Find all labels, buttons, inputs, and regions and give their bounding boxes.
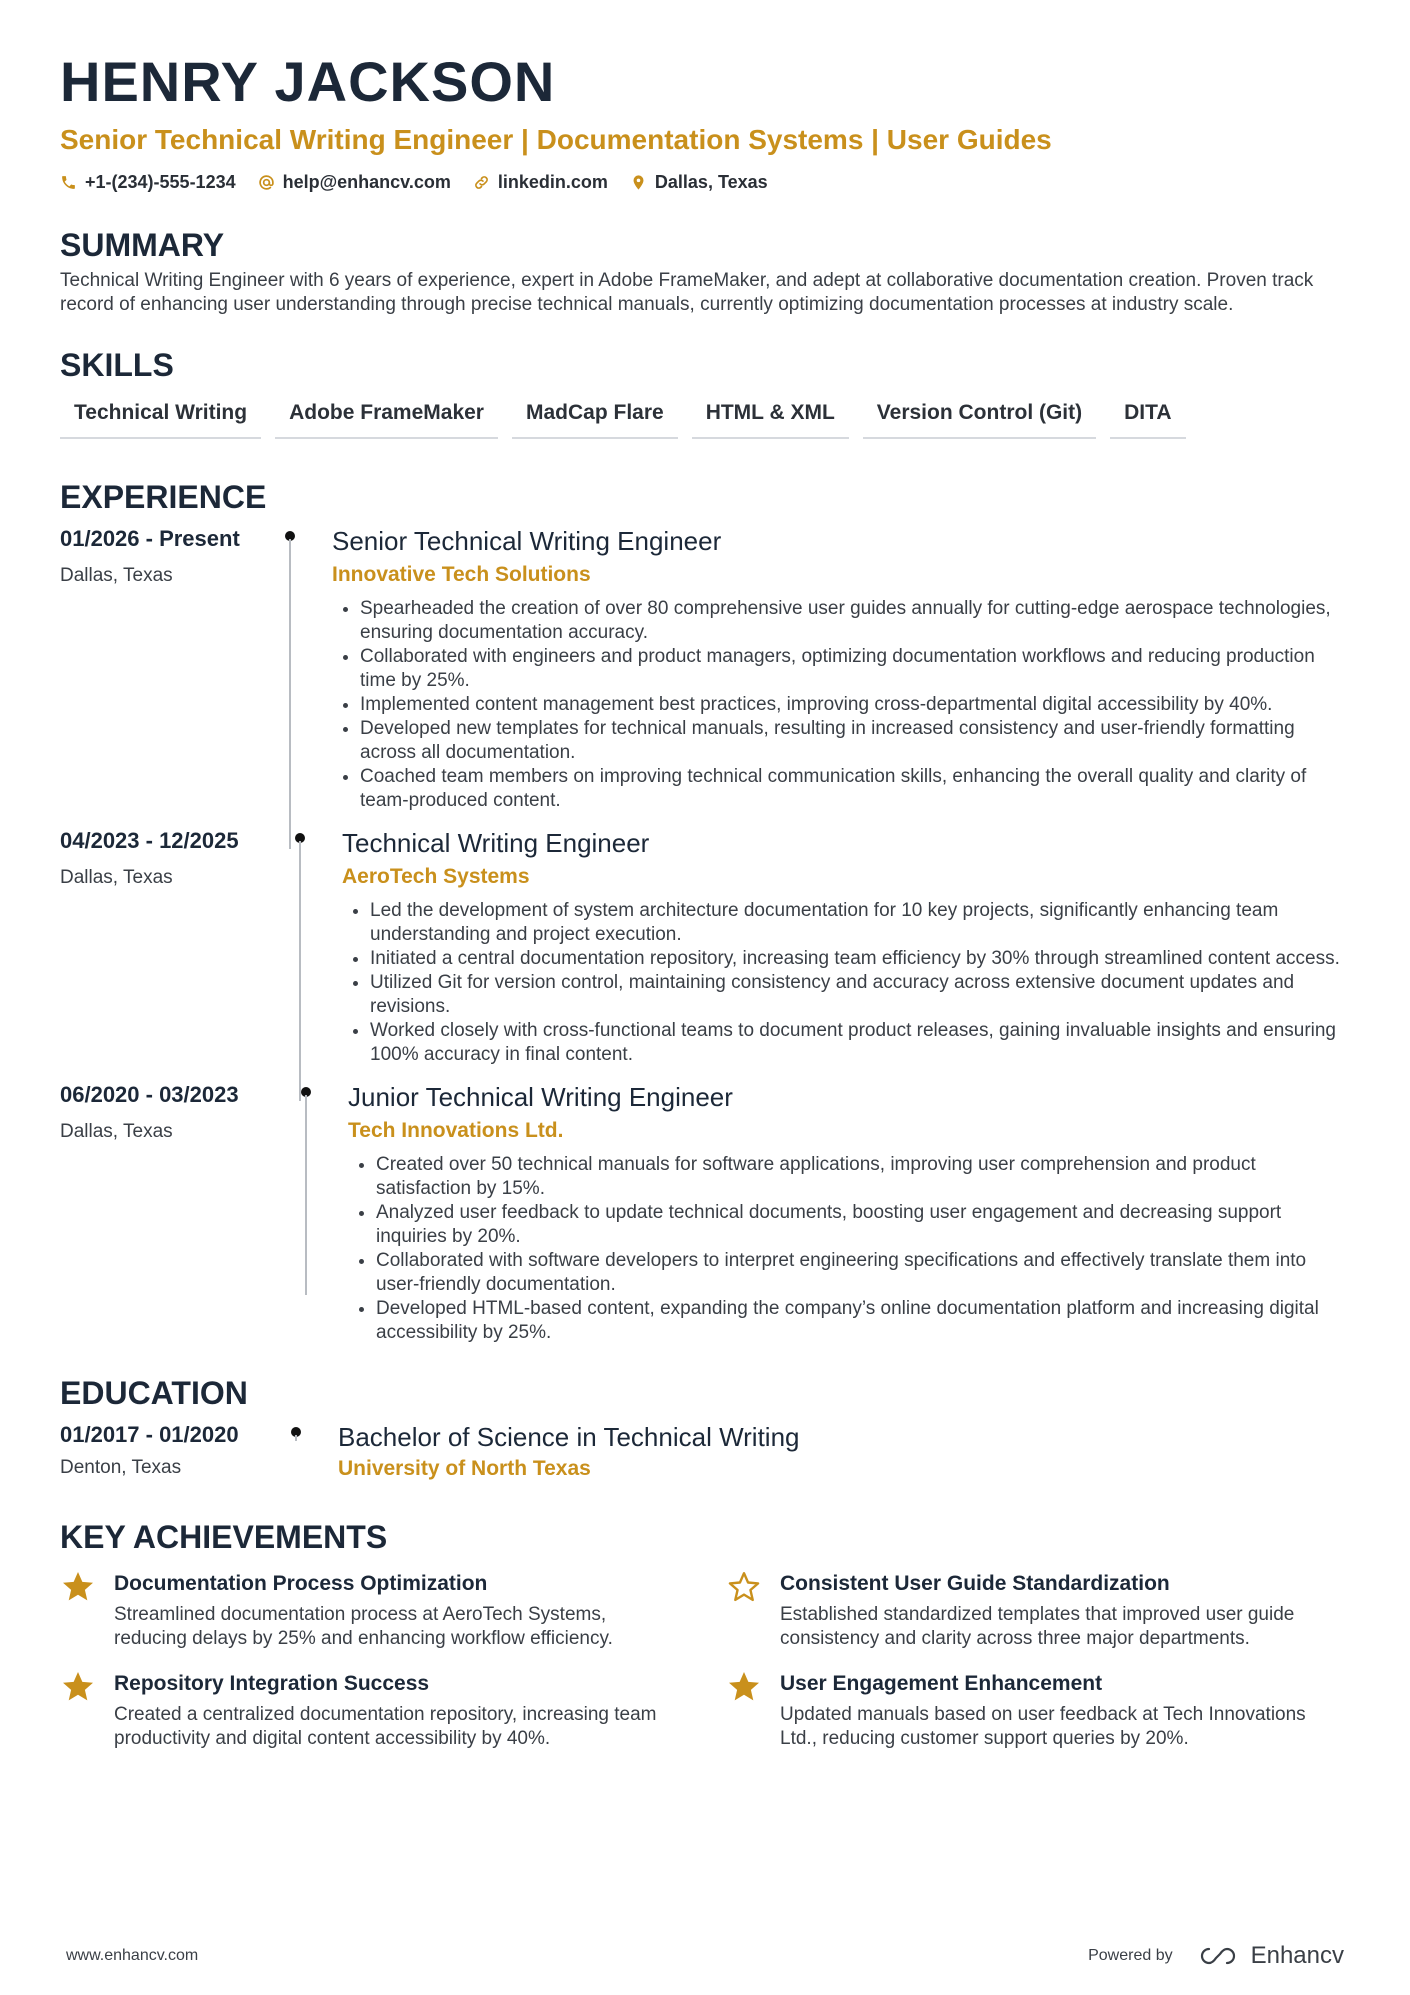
entry-company: Innovative Tech Solutions <box>332 563 591 586</box>
footer <box>66 1942 1344 1970</box>
entry-role: Technical Writing Engineer <box>342 828 650 858</box>
achievement-item <box>60 1669 726 1751</box>
contact-linkedin[interactable] <box>473 172 608 193</box>
entry-role: Senior Technical Writing Engineer <box>332 526 722 556</box>
bullet-item: • Implemented content management best practices, improving cross-departmental digital accessibility by 40%. <box>360 693 1350 717</box>
star-filled-icon <box>60 1669 96 1705</box>
entry-location: Denton, Texas <box>60 1457 182 1478</box>
summary-section <box>60 225 1350 317</box>
timeline-rail <box>306 1081 348 1345</box>
bullet-item: • Developed new templates for technical manuals, resulting in increased consistency and user-friendly formatting across all documentation. <box>360 717 1350 765</box>
achievement-title: Consistent User Guide Standardization <box>780 1572 1170 1595</box>
link-icon <box>473 174 490 191</box>
skill-tag: DITA <box>1110 393 1185 439</box>
linkedin-text: linkedin.com <box>497 172 608 192</box>
at-icon <box>258 174 275 191</box>
experience-entry <box>60 525 1350 813</box>
phone-text: +1-(234)-555-1234 <box>85 172 236 192</box>
achievement-item <box>726 1569 1350 1651</box>
achievement-title: Repository Integration Success <box>114 1672 430 1695</box>
entry-dates: 01/2026 - Present <box>60 526 240 551</box>
summary-heading: SUMMARY <box>60 227 225 263</box>
bullet-item: • Initiated a central documentation repository, increasing team efficiency by 30% through streamlined content access. <box>370 947 1350 971</box>
brand-name: Enhancv <box>1250 1942 1344 1969</box>
star-filled-icon <box>726 1669 762 1705</box>
experience-heading: EXPERIENCE <box>60 479 267 515</box>
entry-dates: 04/2023 - 12/2025 <box>60 828 239 853</box>
entry-company: AeroTech Systems <box>342 865 530 888</box>
entry-dates: 01/2017 - 01/2020 <box>60 1422 239 1447</box>
location-pin-icon <box>630 174 647 191</box>
brand-block <box>1088 1942 1344 1970</box>
bullet-item: • Coached team members on improving technical communication skills, enhancing the overall quality and clarity of team-produced content. <box>360 765 1350 813</box>
achievements-section <box>60 1517 1350 1751</box>
timeline-rail <box>300 827 342 1067</box>
skills-list <box>60 393 1350 439</box>
footer-website-link[interactable]: www.enhancv.com <box>66 1947 199 1964</box>
entry-bullets <box>348 1153 1350 1345</box>
education-section <box>60 1373 1350 1483</box>
achievement-desc: Established standardized templates that improved user guide consistency and clarity across three major departments. <box>780 1604 1295 1649</box>
school-name: University of North Texas <box>338 1457 591 1480</box>
bullet-item: • Created over 50 technical manuals for software applications, improving user comprehension and product satisfaction by 15%. <box>376 1153 1350 1201</box>
bullet-item: • Led the development of system architecture documentation for 10 key projects, significantly enhancing team understanding and project execution. <box>370 899 1350 947</box>
achievement-desc: Updated manuals based on user feedback at Tech Innovations Ltd., reducing customer support queries by 20%. <box>780 1704 1306 1749</box>
achievement-desc: Streamlined documentation process at AeroTech Systems, reducing delays by 25% and enhancing workflow efficiency. <box>114 1604 613 1649</box>
achievement-title: User Engagement Enhancement <box>780 1672 1103 1695</box>
summary-text: Technical Writing Engineer with 6 years of experience, expert in Adobe FrameMaker, and adept at collaborative documentation creation. Proven track record of enhancing user understanding through precise technical manuals, currently optimizing documentation processes at industry scale. <box>60 270 1314 315</box>
achievement-desc: Created a centralized documentation repository, increasing team productivity and digital content accessibility by 40%. <box>114 1704 657 1749</box>
contact-phone[interactable] <box>60 172 236 193</box>
experience-entry <box>60 1081 1350 1345</box>
email-text: help@enhancv.com <box>282 172 451 192</box>
entry-dates: 06/2020 - 03/2023 <box>60 1082 239 1107</box>
achievement-title: Documentation Process Optimization <box>114 1572 488 1595</box>
star-filled-icon <box>60 1569 96 1605</box>
education-entry <box>60 1421 1350 1483</box>
contact-bar <box>60 172 1350 193</box>
skill-tag: MadCap Flare <box>512 393 678 439</box>
timeline-line <box>289 539 291 849</box>
bullet-item: • Worked closely with cross-functional teams to document product releases, gaining invaluable insights and ensuring 100% accuracy in final content. <box>370 1019 1350 1067</box>
candidate-title: Senior Technical Writing Engineer | Documentation Systems | User Guides <box>60 124 1052 155</box>
enhancv-logo[interactable] <box>1195 1942 1344 1970</box>
contact-email[interactable] <box>258 172 451 193</box>
bullet-item: • Analyzed user feedback to update technical documents, boosting user engagement and decreasing support inquiries by 20%. <box>376 1201 1350 1249</box>
timeline-rail <box>290 525 332 813</box>
entry-company: Tech Innovations Ltd. <box>348 1119 564 1142</box>
experience-entry <box>60 827 1350 1067</box>
education-heading: EDUCATION <box>60 1375 248 1411</box>
bullet-item: • Utilized Git for version control, maintaining consistency and accuracy across extensive document updates and revisions. <box>370 971 1350 1019</box>
skill-tag: Adobe FrameMaker <box>275 393 498 439</box>
powered-by-label: Powered by <box>1088 1947 1173 1964</box>
entry-bullets <box>332 597 1350 813</box>
skills-section <box>60 345 1350 439</box>
header <box>60 50 1350 193</box>
bullet-item: • Developed HTML-based content, expanding the company’s online documentation platform and increasing digital accessibility by 25%. <box>376 1297 1350 1345</box>
entry-location: Dallas, Texas <box>60 565 173 586</box>
timeline-rail <box>296 1421 338 1483</box>
phone-icon <box>60 174 77 191</box>
candidate-name: HENRY JACKSON <box>60 50 556 113</box>
achievement-item <box>60 1569 726 1651</box>
timeline-line <box>305 1095 307 1295</box>
achievements-heading: KEY ACHIEVEMENTS <box>60 1519 388 1555</box>
experience-section <box>60 477 1350 1345</box>
degree-title: Bachelor of Science in Technical Writing <box>338 1422 800 1452</box>
skill-tag: Technical Writing <box>60 393 261 439</box>
contact-location <box>630 172 768 193</box>
bullet-item: • Collaborated with engineers and product managers, optimizing documentation workflows and reducing production time by 25%. <box>360 645 1350 693</box>
entry-location: Dallas, Texas <box>60 867 173 888</box>
timeline-line <box>295 1435 297 1441</box>
location-text: Dallas, Texas <box>654 172 768 192</box>
star-outline-icon <box>726 1569 762 1605</box>
timeline-line <box>299 841 301 1101</box>
skill-tag: HTML & XML <box>692 393 849 439</box>
achievements-grid <box>60 1569 1350 1751</box>
bullet-item: • Spearheaded the creation of over 80 comprehensive user guides annually for cutting-edge aerospace technologies, ensuring documentation accuracy. <box>360 597 1350 645</box>
achievement-item <box>726 1669 1350 1751</box>
bullet-item: • Collaborated with software developers to interpret engineering specifications and effectively translate them into user-friendly documentation. <box>376 1249 1350 1297</box>
skills-heading: SKILLS <box>60 347 174 383</box>
entry-location: Dallas, Texas <box>60 1121 173 1142</box>
entry-bullets <box>342 899 1350 1067</box>
entry-role: Junior Technical Writing Engineer <box>348 1082 733 1112</box>
skill-tag: Version Control (Git) <box>863 393 1096 439</box>
enhancv-logo-icon <box>1195 1944 1241 1968</box>
